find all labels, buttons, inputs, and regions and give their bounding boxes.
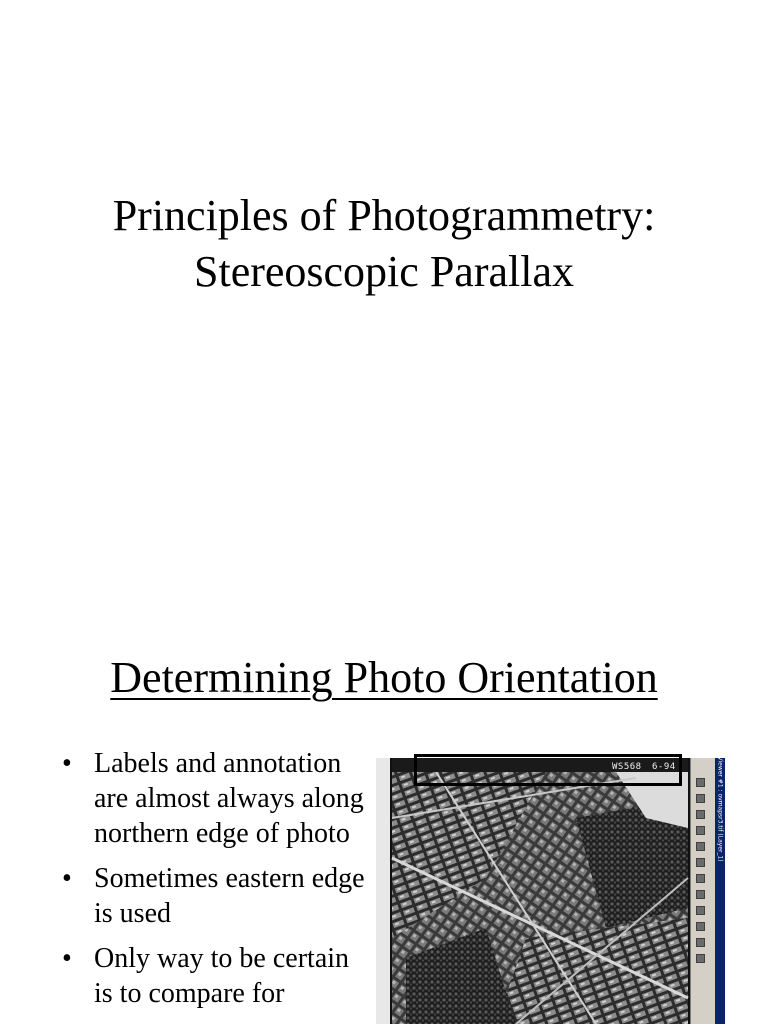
slide-title xyxy=(0,188,768,300)
bullet-text: Only way to be certain is to compare for xyxy=(94,943,350,1009)
photo-label-right: 6-94 xyxy=(652,762,676,772)
zoom-out-icon[interactable] xyxy=(696,794,705,803)
info-icon[interactable] xyxy=(696,842,705,851)
section-heading: Determining Photo Orientation xyxy=(110,653,658,702)
slide-title-line-2: Stereoscopic Parallax xyxy=(194,247,574,296)
help-icon[interactable] xyxy=(696,954,705,963)
viewer-title: Viewer #1 : ovmapsr3.tif (Layer_1) xyxy=(716,756,724,862)
draw-icon[interactable] xyxy=(696,874,705,883)
settings-icon[interactable] xyxy=(696,938,705,947)
list-item xyxy=(62,941,372,1011)
slide-title-line-1: Principles of Photogrammetry: xyxy=(112,191,656,240)
aerial-photo xyxy=(376,758,724,1024)
annotation-highlight-box xyxy=(414,754,682,786)
photo-label-left: WS568 xyxy=(612,762,642,772)
bullet-icon: • xyxy=(62,748,72,779)
list-item xyxy=(62,861,372,931)
layers-icon[interactable] xyxy=(696,922,705,931)
zoom-in-icon[interactable] xyxy=(696,778,705,787)
refresh-icon[interactable] xyxy=(696,890,705,899)
viewer-title-bar xyxy=(715,758,725,1024)
bullet-text: Labels and annotation are almost always along northern edge of photo xyxy=(94,748,364,849)
bullet-text: Sometimes eastern edge is used xyxy=(94,863,365,929)
pan-icon[interactable] xyxy=(696,810,705,819)
bullet-icon: • xyxy=(62,943,72,974)
fit-icon[interactable] xyxy=(696,906,705,915)
bullet-icon: • xyxy=(62,863,72,894)
bullet-list xyxy=(62,746,372,1021)
list-item xyxy=(62,746,372,851)
measure-icon[interactable] xyxy=(696,858,705,867)
viewer-toolbar xyxy=(690,758,725,1024)
select-icon[interactable] xyxy=(696,826,705,835)
aerial-photo-image xyxy=(376,758,724,1024)
